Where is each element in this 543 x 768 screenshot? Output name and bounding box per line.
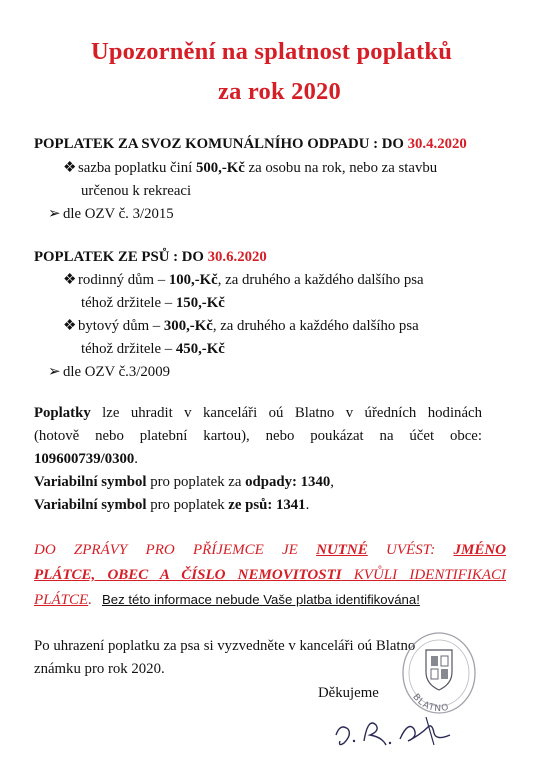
dog-due-date: 30.6.2020 [207,249,267,265]
diamond-bullet-icon: ❖ [63,318,77,334]
variable-symbol-dog: Variabilní symbol pro poplatek ze psů: 1341. [34,497,310,513]
thanks-text: Děkujeme [318,685,379,701]
signature-icon [330,705,460,753]
arrow-bullet-icon: ➢ [48,206,61,222]
arrow-bullet-icon: ➢ [48,364,61,380]
waste-heading: POPLATEK ZA SVOZ KOMUNÁLNÍHO ODPADU : DO 30.4.2020 [34,136,467,152]
page-title: Upozornění na splatnost poplatků [90,38,453,65]
bank-account: 109600739/0300. [34,451,138,467]
closing-line-2: známku pro rok 2020. [34,661,165,677]
dog-reference: ➢ dle OZV č.3/2009 [48,364,170,380]
waste-rate-continued: určenou k rekreaci [81,183,192,199]
payment-note-line-2: PLÁTCE, OBEC A ČÍSLO NEMOVITOSTI KVŮLI IDENTIFIKACI [34,567,506,583]
waste-due-date: 30.4.2020 [407,136,467,152]
dog-flat-rate-continued: téhož držitele – 450,-Kč [81,341,225,357]
payment-note-line-3: PLÁTCE. Bez této informace nebude Vaše platba identifikována! [34,592,420,608]
stamp-text: BLATNO [410,692,451,715]
closing-line-1: Po uhrazení poplatku za psa si vyzvedněte v kanceláři oú Blatno [34,638,416,654]
variable-symbol-waste: Variabilní symbol pro poplatek za odpady: 1340, [34,474,334,490]
dog-house-rate-continued: téhož držitele – 150,-Kč [81,295,225,311]
dog-heading: POPLATEK ZE PSŮ : DO 30.6.2020 [34,249,267,265]
identification-warning: Bez této informace nebude Vaše platba identifikována! [101,592,420,607]
payment-note-line-1: DO ZPRÁVY PRO PŘÍJEMCE JE NUTNÉ UVÉST: JMÉNO [34,542,506,558]
waste-rate: ❖ sazba poplatku činí 500,-Kč za osobu na rok, nebo za stavbu [63,160,438,176]
dog-flat-rate: ❖ bytový dům – 300,-Kč, za druhého a každého dalšího psa [63,318,419,334]
page-subtitle: za rok 2020 [218,78,341,105]
payment-line-2: (hotově nebo platební kartou), nebo poukázat na účet obce: [34,428,482,444]
diamond-bullet-icon: ❖ [63,272,77,288]
dog-house-rate: ❖ rodinný dům – 100,-Kč, za druhého a každého dalšího psa [63,272,424,288]
diamond-bullet-icon: ❖ [63,160,77,176]
payment-line-1: Poplatky lze uhradit v kanceláři oú Blatno v úředních hodinách [34,405,482,421]
waste-reference: ➢ dle OZV č. 3/2015 [48,206,174,222]
